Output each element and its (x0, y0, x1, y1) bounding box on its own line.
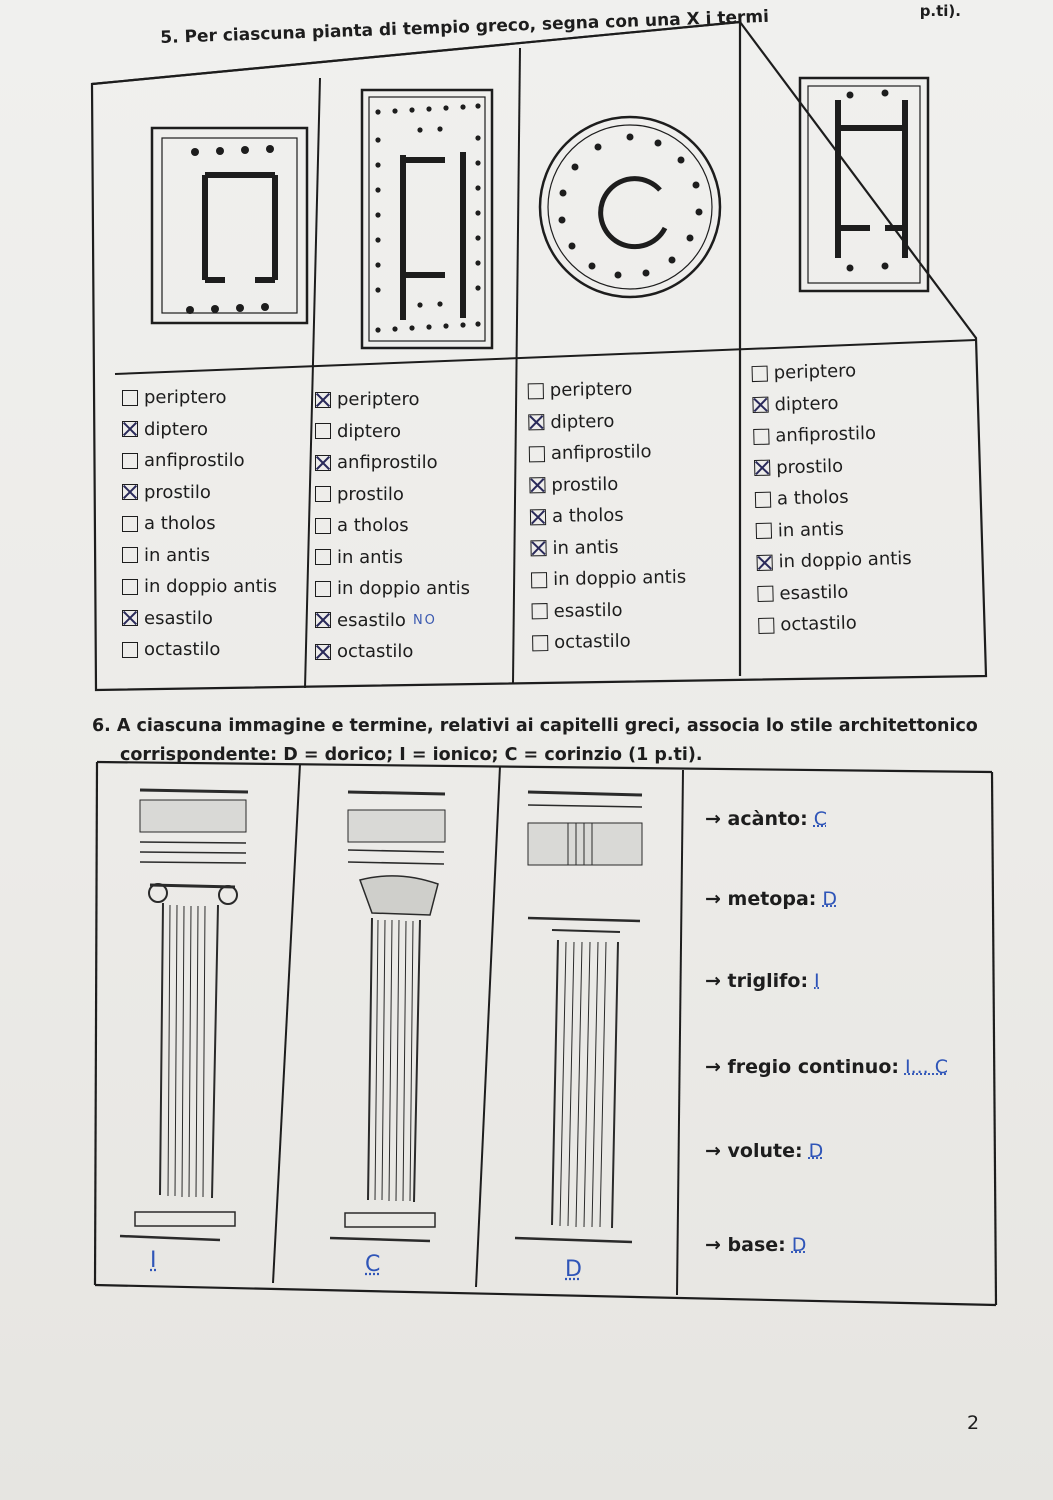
option-periptero[interactable] (122, 382, 277, 414)
option-label: diptero (774, 392, 839, 416)
checkbox-empty[interactable] (532, 603, 548, 619)
option-label: esastilo (779, 581, 849, 605)
checkbox-empty[interactable] (122, 642, 138, 658)
temple-plan-3 (540, 117, 720, 297)
checkbox-empty[interactable] (758, 617, 774, 633)
page-number: 2 (967, 1412, 980, 1434)
checkbox-checked[interactable] (752, 397, 768, 413)
option-esastilo[interactable] (531, 593, 687, 627)
option-label: a tholos (776, 486, 849, 510)
option-label: octastilo (144, 639, 221, 661)
checkbox-checked[interactable] (754, 460, 770, 476)
option-label: esastilo (553, 599, 623, 622)
checkbox-empty[interactable] (122, 390, 138, 406)
checkbox-empty[interactable] (122, 516, 138, 532)
option-label: anfiprostilo (775, 423, 877, 447)
checkbox-empty[interactable] (531, 572, 547, 588)
option-label: anfiprostilo (550, 441, 652, 465)
checkbox-empty[interactable] (529, 446, 545, 462)
q5-options-column-1 (122, 382, 277, 666)
option-label: in antis (337, 546, 404, 568)
option-label: prostilo (551, 473, 619, 496)
option-label: esastilo (144, 607, 213, 629)
option-periptero[interactable] (528, 373, 684, 407)
checkbox-empty[interactable] (122, 547, 138, 563)
option-a-tholos[interactable] (530, 499, 686, 533)
option-anfiprostilo[interactable] (529, 436, 685, 470)
checkbox-empty[interactable] (532, 635, 548, 651)
option-octastilo[interactable] (758, 606, 914, 642)
option-label: prostilo (144, 481, 211, 503)
option-in-antis[interactable] (315, 542, 470, 574)
option-in-antis[interactable] (530, 530, 686, 564)
option-label: periptero (549, 378, 633, 402)
option-in-doppio-antis[interactable] (531, 562, 687, 596)
term-label: → base: (705, 1234, 786, 1256)
term-label: → triglifo: (705, 970, 809, 992)
temple-plan-4 (800, 78, 928, 291)
option-label: diptero (337, 420, 402, 442)
option-a-tholos[interactable] (122, 508, 277, 540)
option-label: octastilo (780, 612, 858, 636)
checkbox-empty[interactable] (528, 383, 544, 399)
option-diptero[interactable] (122, 414, 277, 446)
option-prostilo[interactable] (122, 477, 277, 509)
column-drawing-doric (515, 792, 642, 1242)
term-answer[interactable]: D (808, 1140, 824, 1162)
checkbox-checked[interactable] (122, 484, 138, 500)
option-diptero[interactable] (528, 404, 684, 438)
checkbox-checked[interactable] (530, 509, 546, 525)
term-label: → volute: (705, 1140, 803, 1162)
temple-plan-2 (362, 90, 492, 348)
checkbox-checked[interactable] (122, 421, 138, 437)
q5-options-column-2 (315, 384, 470, 668)
option-label: in antis (552, 536, 619, 559)
term-row-triglifo (705, 970, 820, 992)
option-periptero[interactable] (751, 354, 907, 390)
checkbox-checked[interactable] (122, 610, 138, 626)
option-prostilo[interactable] (754, 448, 910, 484)
checkbox-empty[interactable] (756, 523, 772, 539)
handwritten-note: NO (412, 612, 437, 628)
checkbox-empty[interactable] (122, 579, 138, 595)
option-prostilo[interactable] (529, 467, 685, 501)
checkbox-checked[interactable] (315, 612, 331, 628)
checkbox-checked[interactable] (315, 455, 331, 471)
option-a-tholos[interactable] (315, 510, 470, 542)
temple-plan-1 (152, 128, 307, 323)
option-label: in doppio antis (552, 566, 687, 591)
term-answer[interactable]: I... C (904, 1056, 949, 1078)
option-label: diptero (144, 418, 209, 440)
option-in-doppio-antis[interactable] (122, 571, 277, 603)
checkbox-empty[interactable] (752, 365, 768, 381)
option-label: esastilo (337, 609, 406, 631)
option-in-doppio-antis[interactable] (315, 573, 470, 605)
option-anfiprostilo[interactable] (122, 445, 277, 477)
term-row-fregio-continuo (705, 1056, 948, 1078)
option-label: a tholos (337, 515, 409, 537)
checkbox-empty[interactable] (315, 581, 331, 597)
option-label: in antis (144, 544, 211, 566)
checkbox-checked[interactable] (530, 540, 546, 556)
question-5-title: 5. Per ciascuna pianta di tempio greco, segna con una X i termi (160, 6, 770, 48)
checkbox-empty[interactable] (315, 486, 331, 502)
column-2-answer[interactable]: C (365, 1252, 381, 1277)
option-in-antis[interactable] (755, 511, 911, 547)
q5-options-column-3 (528, 373, 688, 659)
option-label: periptero (337, 389, 420, 411)
option-octastilo[interactable] (532, 625, 688, 659)
checkbox-empty[interactable] (315, 518, 331, 534)
option-label: in antis (777, 518, 845, 542)
column-drawing-corinthian (330, 792, 445, 1241)
option-label: diptero (550, 410, 615, 433)
option-esastilo[interactable] (122, 603, 277, 635)
term-answer[interactable]: I (814, 970, 820, 992)
option-octastilo[interactable] (315, 636, 470, 668)
checkbox-empty[interactable] (122, 453, 138, 469)
option-label: periptero (144, 387, 227, 409)
option-label: a tholos (144, 513, 216, 535)
checkbox-empty[interactable] (753, 428, 769, 444)
checkbox-empty[interactable] (757, 586, 773, 602)
question-6-title-line-2: corrispondente: D = dorico; I = ionico; C = corinzio (1 p.ti). (120, 745, 703, 765)
checkbox-checked[interactable] (756, 554, 772, 570)
option-diptero[interactable] (752, 386, 908, 422)
checkbox-checked[interactable] (529, 477, 545, 493)
option-anfiprostilo[interactable] (753, 417, 909, 453)
q5-options-column-4 (751, 354, 913, 641)
option-a-tholos[interactable] (755, 480, 911, 516)
option-label: prostilo (775, 455, 844, 479)
term-label: → fregio continuo: (705, 1056, 899, 1078)
checkbox-empty[interactable] (315, 549, 331, 565)
option-label: in doppio antis (337, 578, 471, 600)
term-label: → acànto: (705, 808, 808, 830)
option-label: anfiprostilo (144, 450, 245, 472)
term-row-base (705, 1234, 806, 1256)
term-row-acanto (705, 808, 827, 830)
option-esastilo[interactable] (315, 605, 470, 637)
option-prostilo[interactable] (315, 479, 470, 511)
option-label: in doppio antis (778, 548, 912, 573)
option-label: periptero (773, 360, 857, 384)
term-answer[interactable]: C (813, 808, 827, 830)
option-esastilo[interactable] (757, 574, 913, 610)
checkbox-empty[interactable] (315, 423, 331, 439)
corner-points-text: p.ti). (919, 2, 961, 20)
option-in-doppio-antis[interactable] (756, 543, 912, 579)
option-in-antis[interactable] (122, 540, 277, 572)
question-6-title-line-1: 6. A ciascuna immagine e termine, relativi ai capitelli greci, associa lo stile architettonico (92, 716, 978, 736)
column-1-answer[interactable]: I (150, 1248, 157, 1273)
option-label: prostilo (337, 483, 404, 505)
option-octastilo[interactable] (122, 634, 277, 666)
option-label: in doppio antis (144, 576, 278, 598)
term-row-metopa (705, 888, 837, 910)
checkbox-checked[interactable] (315, 392, 331, 408)
option-anfiprostilo[interactable] (315, 447, 470, 479)
column-3-answer[interactable]: D (565, 1257, 582, 1282)
term-answer[interactable]: D (791, 1234, 807, 1256)
option-label: anfiprostilo (337, 452, 438, 474)
option-label: octastilo (337, 641, 414, 663)
term-label: → metopa: (705, 888, 817, 910)
column-drawing-ionic (120, 790, 248, 1240)
checkbox-checked[interactable] (315, 644, 331, 660)
checkbox-empty[interactable] (755, 491, 771, 507)
question-6-title (92, 712, 992, 770)
checkbox-checked[interactable] (528, 414, 544, 430)
term-answer[interactable]: D (822, 888, 838, 910)
option-label: a tholos (551, 504, 624, 528)
term-row-volute (705, 1140, 823, 1162)
option-label: octastilo (554, 630, 631, 654)
option-diptero[interactable] (315, 416, 470, 448)
option-periptero[interactable] (315, 384, 470, 416)
